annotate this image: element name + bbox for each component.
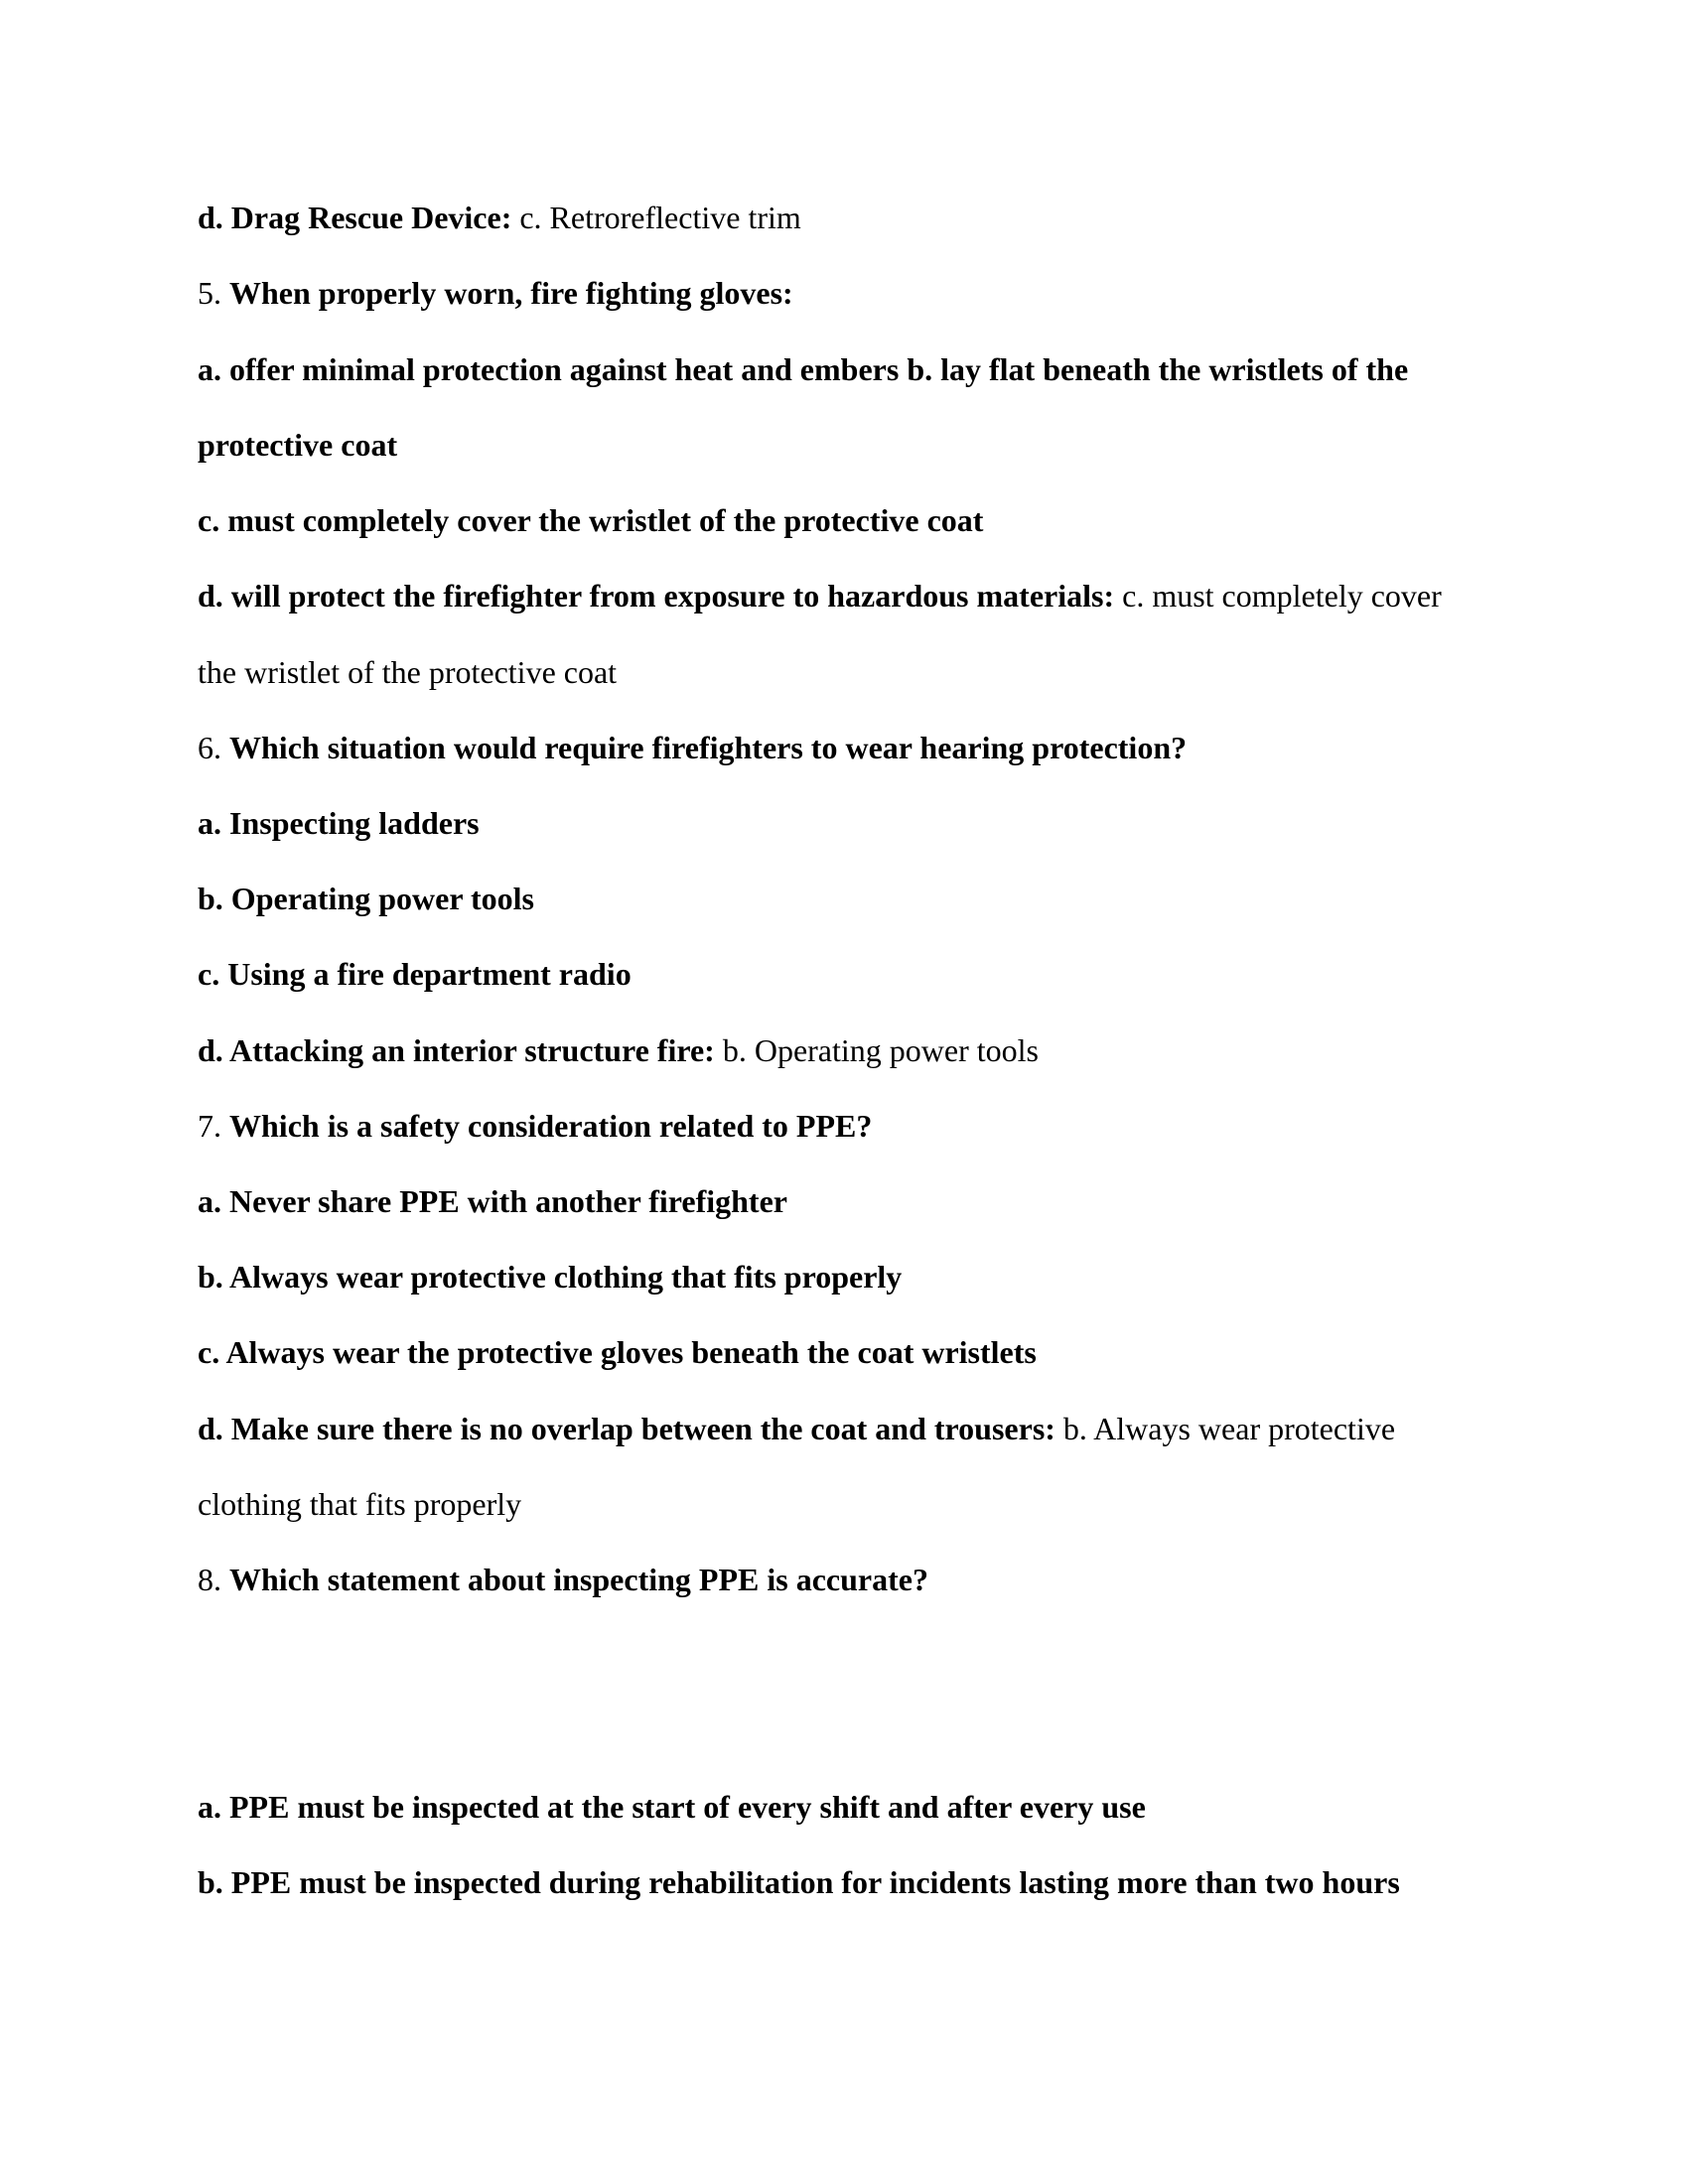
option-line [198,1332,1528,1372]
question-line [198,1106,1528,1146]
answer-text: the wristlet of the protective coat [198,654,618,690]
option-line [198,1181,1528,1221]
option-text: c. Using a fire department radio [198,956,632,992]
question-line [198,273,1528,313]
answer-text: c. must completely cover [1114,578,1442,614]
answer-line [198,576,1528,615]
answer-text: b. Operating power tools [714,1032,1039,1068]
answer-text: c. Retroreflective trim [511,200,801,235]
option-line [198,1862,1528,1902]
option-line [198,879,1528,918]
question-line [198,1560,1528,1599]
question-text: Which is a safety consideration related to PPE? [229,1108,873,1144]
option-line [198,349,1528,389]
option-text: d. Attacking an interior structure fire: [198,1032,715,1068]
answer-continuation-line [198,652,1528,692]
answer-continuation-line [198,1484,1528,1524]
answer-line [198,1409,1528,1448]
option-line [198,1257,1528,1297]
question-number: 6. [198,730,229,765]
option-text: a. PPE must be inspected at the start of every shift and after every use [198,1789,1146,1825]
option-text: a. Never share PPE with another firefighter [198,1183,787,1219]
option-text: protective coat [198,427,398,463]
option-line [198,954,1528,994]
option-line [198,500,1528,540]
option-line [198,425,1528,465]
option-line [198,1787,1528,1827]
question-number: 7. [198,1108,229,1144]
option-line [198,803,1528,843]
option-text: b. PPE must be inspected during rehabilitation for incidents lasting more than two hours [198,1864,1400,1900]
answer-text: clothing that fits properly [198,1486,522,1522]
option-text: a. offer minimal protection against heat and embers b. lay flat beneath the wristlets of the [198,351,1409,387]
question-line [198,728,1528,767]
question-text: Which statement about inspecting PPE is accurate? [229,1562,928,1597]
question-text: Which situation would require firefighters to wear hearing protection? [229,730,1188,765]
option-text: b. Always wear protective clothing that fits properly [198,1259,903,1295]
answer-line [198,198,1528,237]
question-option-text: d. Drag Rescue Device: [198,200,512,235]
option-text: c. Always wear the protective gloves beneath the coat wristlets [198,1334,1037,1370]
question-text: When properly worn, fire fighting gloves: [229,275,793,311]
option-text: a. Inspecting ladders [198,805,480,841]
question-number: 5. [198,275,229,311]
question-number: 8. [198,1562,229,1597]
answer-text: b. Always wear protective [1055,1411,1396,1446]
option-text: c. must completely cover the wristlet of the protective coat [198,502,984,538]
option-text: b. Operating power tools [198,881,534,916]
answer-line [198,1030,1528,1070]
option-text: d. Make sure there is no overlap between the coat and trousers: [198,1411,1055,1446]
option-text: d. will protect the firefighter from exposure to hazardous materials: [198,578,1115,614]
